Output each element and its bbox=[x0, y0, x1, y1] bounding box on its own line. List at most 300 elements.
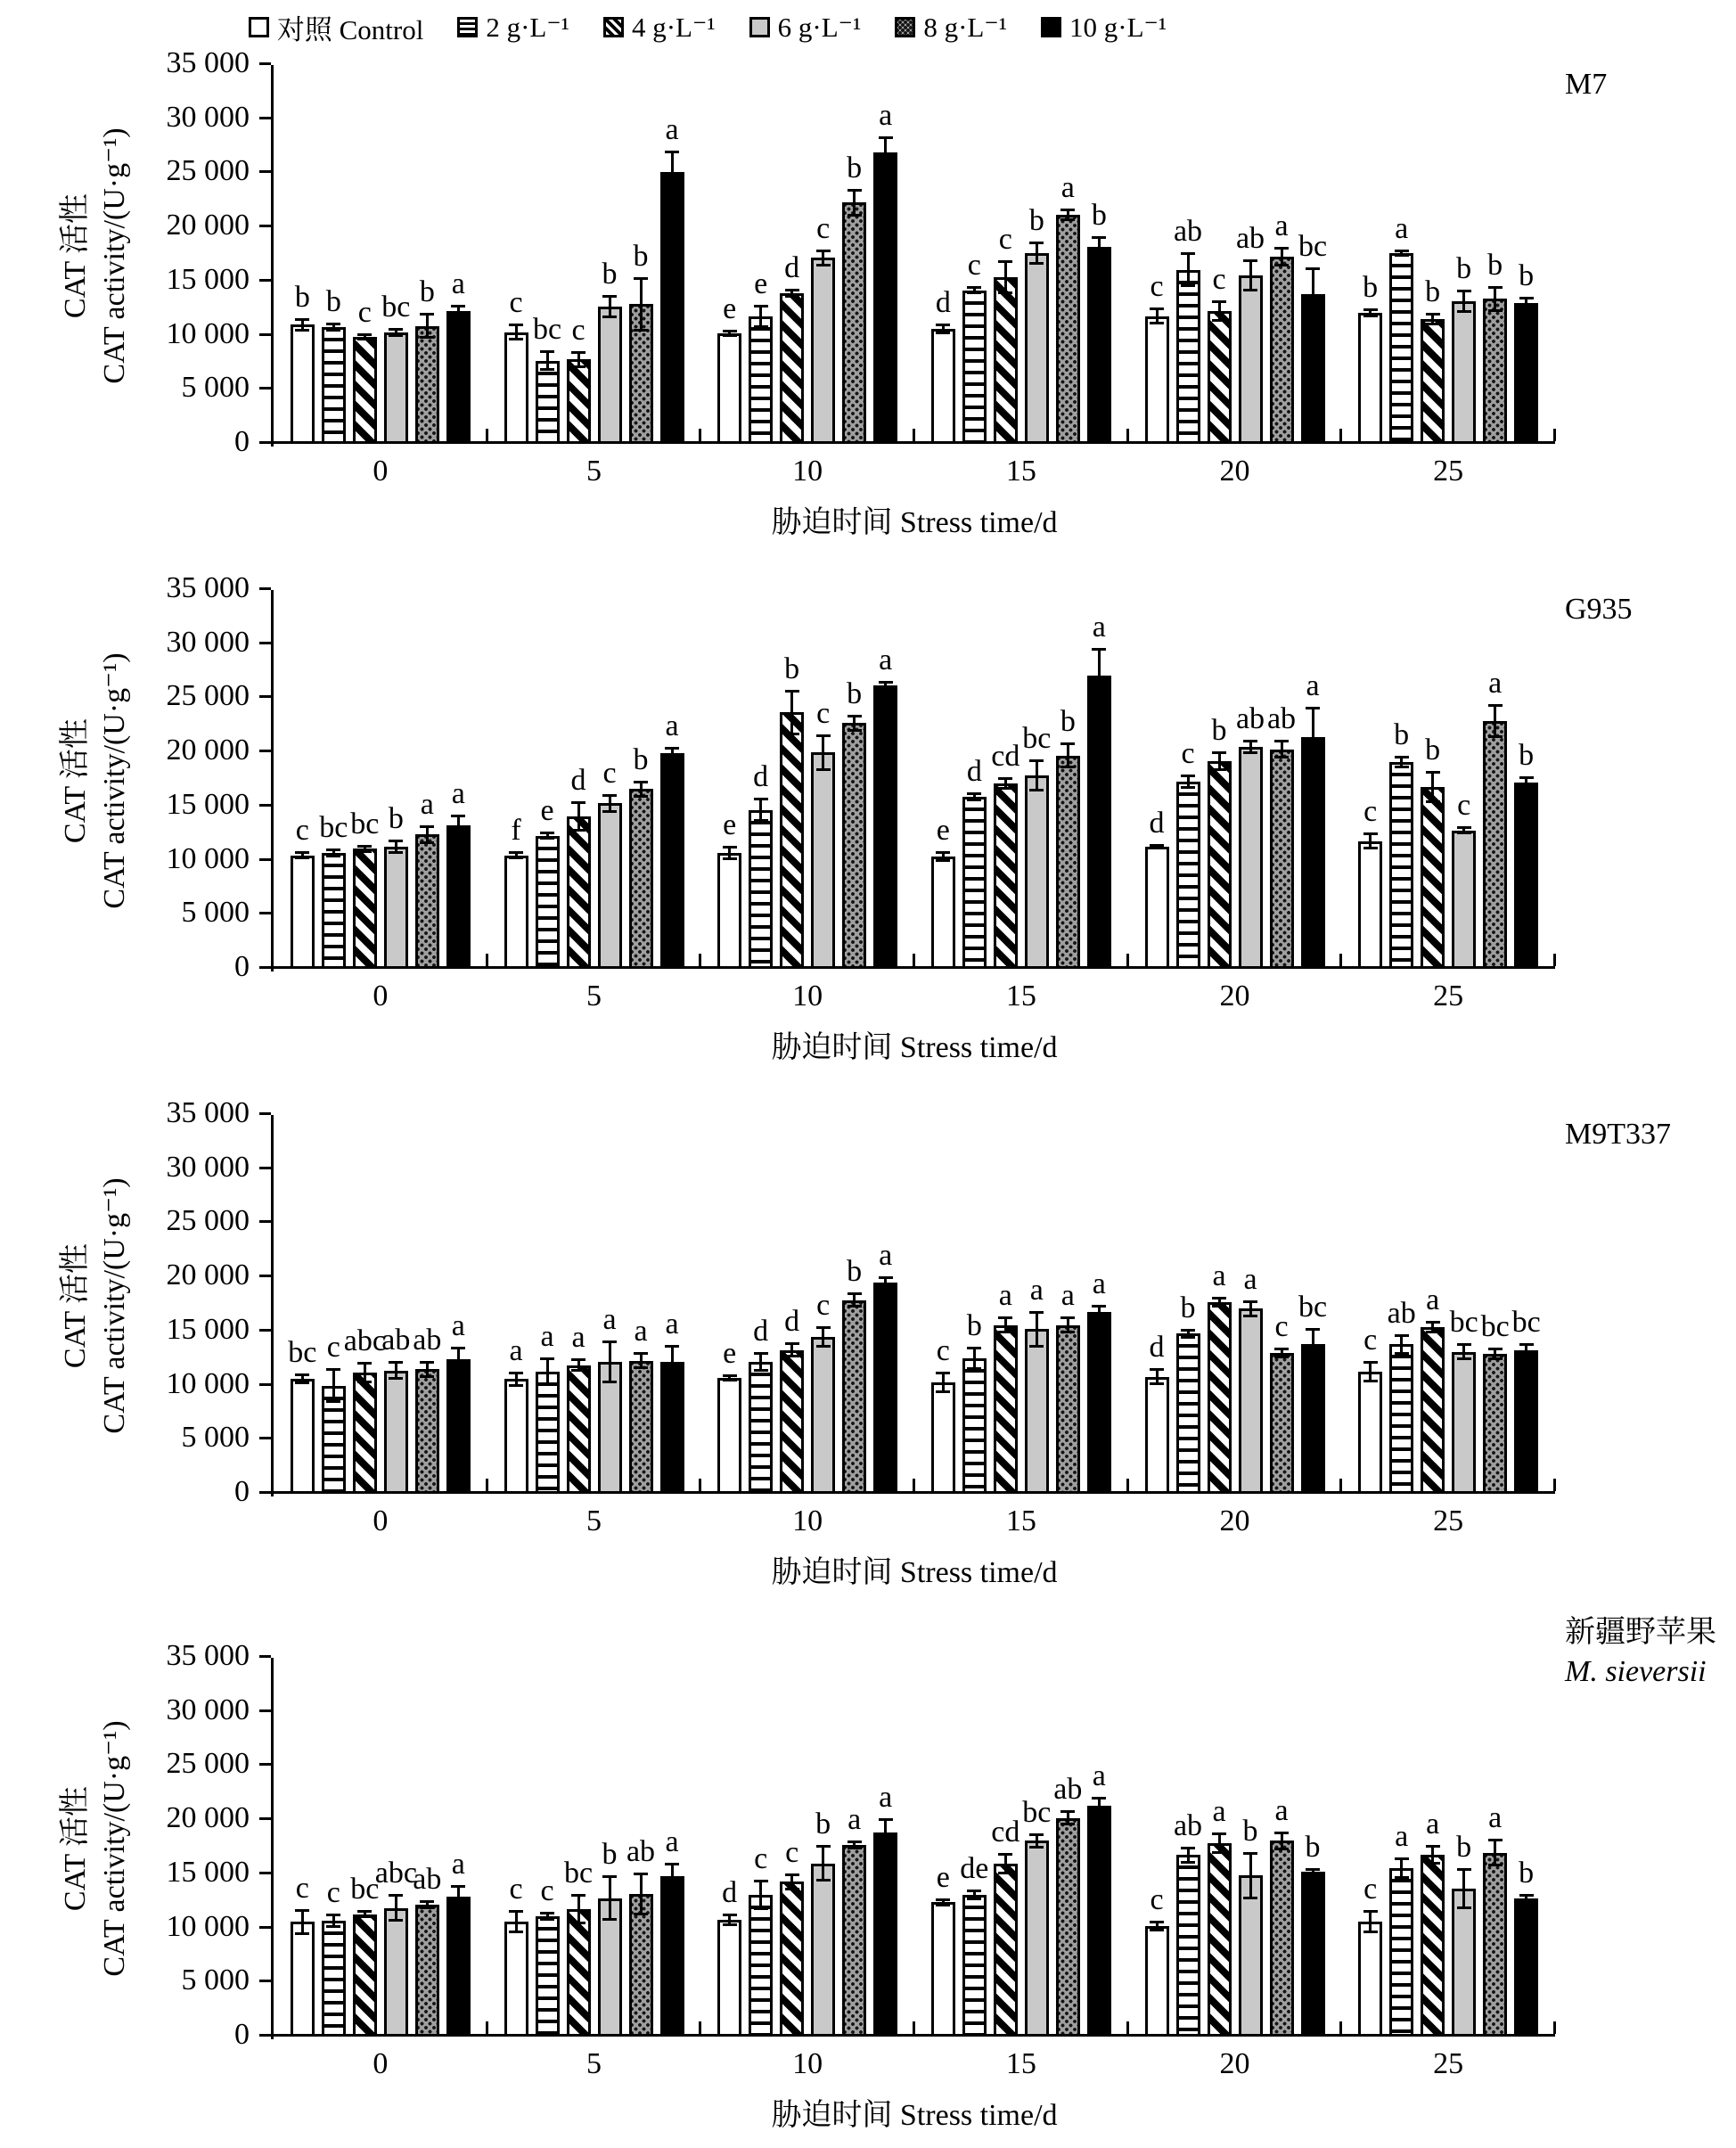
sig-letter: d bbox=[1149, 806, 1165, 840]
error-bar-cap-top bbox=[602, 1875, 617, 1878]
error-bar-cap-top bbox=[723, 330, 737, 332]
bar-4g-t0 bbox=[353, 1914, 377, 2037]
error-bar-cap-bottom bbox=[1274, 1356, 1289, 1358]
error-bar-line bbox=[332, 1369, 335, 1401]
error-bar-cap-bottom bbox=[1519, 786, 1534, 789]
error-bar-cap-top bbox=[1212, 1297, 1226, 1299]
sig-letter: c bbox=[326, 1331, 340, 1365]
bar-2g-t5 bbox=[536, 836, 560, 969]
y-tick bbox=[259, 1655, 271, 1658]
sig-letter: b bbox=[633, 240, 649, 274]
y-tick-label: 30 000 bbox=[166, 625, 250, 659]
bar-6g-t25 bbox=[1452, 1352, 1476, 1494]
x-tick-label: 10 bbox=[792, 980, 823, 1013]
sig-letter: bc bbox=[350, 807, 380, 840]
sig-letter: d bbox=[1149, 1331, 1165, 1365]
error-bar-cap-bottom bbox=[936, 859, 950, 862]
error-bar-cap-bottom bbox=[785, 1888, 799, 1890]
error-bar-cap-bottom bbox=[998, 291, 1012, 294]
error-bar-cap-bottom bbox=[879, 1286, 893, 1289]
error-bar-line bbox=[853, 190, 856, 216]
sig-letter: b bbox=[1211, 714, 1227, 748]
bar-6g-t15 bbox=[1025, 1841, 1049, 2037]
error-bar-cap-top bbox=[1306, 707, 1320, 709]
error-bar-cap-top bbox=[509, 1910, 523, 1913]
sig-letter: b bbox=[1456, 251, 1472, 285]
sig-letter: b bbox=[325, 285, 341, 319]
error-bar-cap-bottom bbox=[571, 1922, 585, 1924]
panel-label bbox=[1565, 65, 1607, 104]
y-tick-label: 0 bbox=[234, 1475, 250, 1508]
error-bar-line bbox=[1369, 1911, 1372, 1932]
error-bar-cap-bottom bbox=[723, 1923, 737, 1926]
error-bar-cap-bottom bbox=[1395, 1352, 1409, 1355]
error-bar-line bbox=[457, 816, 460, 835]
error-bar-cap-bottom bbox=[295, 329, 309, 332]
y-axis-title-en: CAT activity/(U·g⁻¹) bbox=[98, 127, 131, 384]
legend-swatch-control-icon bbox=[249, 17, 269, 37]
bar-10g-t15 bbox=[1087, 1806, 1111, 2037]
bar-2g-t10 bbox=[749, 1362, 773, 1494]
x-tick-label: 5 bbox=[585, 2047, 602, 2080]
error-bar-cap-top bbox=[665, 747, 679, 750]
error-bar-line bbox=[457, 1886, 460, 1907]
sig-letter: b bbox=[1180, 1291, 1196, 1325]
error-bar-cap-bottom bbox=[665, 191, 679, 193]
error-bar-line bbox=[822, 735, 824, 770]
error-bar-cap-top bbox=[967, 1890, 981, 1892]
error-bar-cap-top bbox=[1092, 236, 1106, 239]
error-bar-cap-bottom bbox=[1060, 766, 1075, 768]
bar-6g-t0 bbox=[384, 1908, 408, 2037]
error-bar-cap-top bbox=[754, 798, 768, 800]
bar-control-t5 bbox=[504, 332, 528, 444]
error-bar-line bbox=[1036, 760, 1038, 791]
bar-8g-t15 bbox=[1056, 1818, 1080, 2037]
error-bar-cap-bottom bbox=[1363, 1380, 1378, 1382]
sig-letter: a bbox=[848, 1802, 862, 1836]
error-bar-line bbox=[759, 306, 762, 327]
sig-letter: a bbox=[879, 643, 893, 676]
sig-letter: bc bbox=[532, 312, 562, 346]
bar-4g-t25 bbox=[1421, 1327, 1445, 1494]
error-bar-cap-top bbox=[634, 1352, 648, 1355]
error-bar-line bbox=[301, 1910, 304, 1934]
error-bar-line bbox=[1249, 260, 1252, 291]
error-bar-cap-bottom bbox=[295, 1932, 309, 1935]
error-bar-cap-bottom bbox=[936, 332, 950, 334]
error-bar-cap-bottom bbox=[540, 1918, 554, 1921]
error-bar-cap-bottom bbox=[723, 334, 737, 337]
sig-letter: a bbox=[879, 1239, 893, 1273]
error-bar-cap-bottom bbox=[326, 1400, 340, 1403]
bar-10g-t20 bbox=[1301, 737, 1325, 969]
error-bar-cap-top bbox=[785, 289, 799, 291]
bar-8g-t0 bbox=[415, 1905, 439, 2037]
bar-4g-t5 bbox=[567, 1365, 591, 1495]
panel-label-line: G935 bbox=[1565, 593, 1633, 626]
error-bar-line bbox=[546, 351, 549, 371]
error-bar-cap-top bbox=[389, 1361, 403, 1364]
sig-letter: a bbox=[665, 709, 679, 743]
sig-letter: a bbox=[1395, 212, 1409, 246]
y-tick bbox=[259, 1437, 271, 1439]
y-tick-label: 20 000 bbox=[166, 1258, 250, 1292]
bar-control-t15 bbox=[931, 1382, 955, 1494]
sig-letter: c bbox=[295, 1871, 309, 1905]
bar-control-t20 bbox=[1145, 316, 1169, 444]
error-bar-cap-top bbox=[665, 1863, 679, 1865]
sig-letter: ab bbox=[381, 1323, 411, 1357]
panel-label bbox=[1565, 1115, 1671, 1154]
sig-letter: b bbox=[294, 281, 310, 315]
error-bar-cap-top bbox=[540, 832, 554, 834]
error-bar-cap-bottom bbox=[389, 334, 403, 337]
bar-10g-t15 bbox=[1087, 1312, 1111, 1494]
x-tick bbox=[699, 429, 701, 441]
error-bar-cap-bottom bbox=[1029, 1345, 1044, 1348]
error-bar-cap-top bbox=[998, 1853, 1012, 1856]
sig-letter: c bbox=[295, 814, 309, 848]
error-bar-cap-top bbox=[326, 1914, 340, 1916]
error-bar-cap-bottom bbox=[754, 819, 768, 822]
bar-4g-t0 bbox=[353, 337, 377, 444]
error-bar-line bbox=[1036, 242, 1038, 264]
error-bar-cap-bottom bbox=[879, 1843, 893, 1846]
bar-8g-t15 bbox=[1056, 1325, 1080, 1494]
error-bar-cap-top bbox=[1457, 1343, 1471, 1346]
error-bar-cap-top bbox=[967, 1347, 981, 1349]
sig-letter: a bbox=[1029, 1274, 1044, 1307]
error-bar-cap-top bbox=[451, 815, 465, 817]
sig-letter: b bbox=[419, 275, 435, 309]
sig-letter: a bbox=[1060, 170, 1075, 204]
sig-letter: b bbox=[1363, 271, 1379, 305]
error-bar-cap-bottom bbox=[816, 1345, 831, 1348]
x-tick-label: 5 bbox=[585, 980, 602, 1013]
sig-letter: c bbox=[509, 1873, 523, 1906]
error-bar-cap-top bbox=[1457, 1868, 1471, 1871]
bar-2g-t5 bbox=[536, 1916, 560, 2037]
error-bar-cap-top bbox=[848, 1292, 862, 1295]
error-bar-cap-top bbox=[602, 295, 617, 298]
x-tick-label: 0 bbox=[373, 1504, 389, 1537]
legend-label: 8 g·L⁻¹ bbox=[923, 11, 1007, 43]
error-bar-cap-bottom bbox=[848, 214, 862, 217]
error-bar-cap-top bbox=[1395, 1857, 1409, 1860]
sig-letter: b bbox=[1394, 718, 1410, 751]
x-tick bbox=[1126, 429, 1129, 441]
y-tick-label: 10 000 bbox=[166, 1366, 250, 1400]
error-bar-line bbox=[395, 1895, 397, 1921]
legend-item-6g bbox=[749, 7, 862, 47]
bar-8g-t15 bbox=[1056, 756, 1080, 969]
error-bar-cap-bottom bbox=[420, 841, 434, 844]
sig-letter: a bbox=[665, 1307, 679, 1340]
y-tick-label: 15 000 bbox=[166, 1312, 250, 1346]
error-bar-cap-bottom bbox=[602, 316, 617, 318]
error-bar-cap-bottom bbox=[1150, 847, 1164, 849]
sig-letter: bc bbox=[1298, 230, 1328, 264]
y-tick-label: 15 000 bbox=[166, 787, 250, 821]
error-bar-line bbox=[1400, 1858, 1403, 1878]
legend-label: 对照 Control bbox=[276, 14, 424, 45]
y-tick-label: 35 000 bbox=[166, 1096, 250, 1129]
error-bar-line bbox=[973, 1348, 976, 1369]
bar-control-t15 bbox=[931, 329, 955, 444]
bar-8g-t20 bbox=[1270, 750, 1294, 970]
error-bar-cap-bottom bbox=[420, 1906, 434, 1909]
bar-10g-t5 bbox=[660, 1876, 684, 2037]
bar-10g-t5 bbox=[660, 753, 684, 969]
bar-2g-t15 bbox=[962, 291, 987, 444]
bar-10g-t15 bbox=[1087, 676, 1111, 969]
error-bar-cap-top bbox=[816, 1326, 831, 1329]
error-bar-cap-bottom bbox=[1363, 847, 1378, 849]
bar-4g-t25 bbox=[1421, 319, 1445, 444]
error-bar-line bbox=[1098, 237, 1101, 257]
bar-6g-t10 bbox=[811, 1337, 835, 1494]
sig-letter: bc bbox=[563, 1856, 594, 1890]
error-bar-cap-top bbox=[1488, 1348, 1503, 1350]
bar-4g-t20 bbox=[1208, 1843, 1232, 2037]
sig-letter: c bbox=[998, 222, 1012, 256]
error-bar-cap-top bbox=[634, 1873, 648, 1875]
error-bar-cap-top bbox=[295, 1909, 309, 1912]
sig-letter: d bbox=[784, 250, 800, 284]
bar-10g-t0 bbox=[446, 1359, 471, 1494]
error-bar-cap-bottom bbox=[326, 329, 340, 332]
sig-letter: e bbox=[754, 266, 768, 300]
sig-letter: d bbox=[753, 1315, 769, 1349]
sig-letter: b bbox=[1487, 248, 1503, 282]
bar-10g-t25 bbox=[1514, 783, 1538, 969]
y-tick-label: 30 000 bbox=[166, 1150, 250, 1184]
error-bar-cap-top bbox=[1029, 242, 1044, 244]
error-bar-cap-top bbox=[509, 1372, 523, 1374]
sig-letter: b bbox=[1456, 1830, 1472, 1864]
bar-control-t0 bbox=[291, 856, 315, 970]
error-bar-cap-top bbox=[420, 825, 434, 828]
error-bar-cap-top bbox=[1243, 259, 1257, 262]
error-bar-cap-bottom bbox=[1212, 1851, 1226, 1854]
sig-letter: f bbox=[511, 813, 521, 847]
bar-10g-t0 bbox=[446, 825, 471, 970]
x-tick-label: 20 bbox=[1219, 455, 1250, 488]
y-tick-label: 0 bbox=[234, 2018, 250, 2051]
error-bar-cap-bottom bbox=[634, 1366, 648, 1369]
sig-letter: ab bbox=[1235, 701, 1265, 735]
y-tick bbox=[259, 1763, 271, 1766]
x-tick bbox=[913, 429, 915, 441]
bar-4g-t10 bbox=[780, 712, 804, 969]
error-bar-cap-top bbox=[1150, 307, 1164, 310]
y-tick-label: 5 000 bbox=[181, 1421, 250, 1455]
bar-8g-t20 bbox=[1270, 1353, 1294, 1494]
bar-10g-t5 bbox=[660, 1362, 684, 1494]
sig-letter: a bbox=[1092, 1267, 1106, 1300]
error-bar-cap-bottom bbox=[723, 1379, 737, 1381]
error-bar-cap-bottom bbox=[1181, 1336, 1195, 1339]
error-bar-cap-bottom bbox=[1274, 756, 1289, 758]
error-bar-cap-bottom bbox=[1092, 701, 1106, 703]
error-bar-cap-bottom bbox=[1306, 1873, 1320, 1875]
y-tick-label: 5 000 bbox=[181, 371, 250, 405]
error-bar-line bbox=[1462, 291, 1465, 312]
sig-letter: ab bbox=[626, 1834, 656, 1868]
bar-8g-t10 bbox=[842, 1845, 866, 2037]
error-bar-cap-bottom bbox=[1274, 264, 1289, 266]
sig-letter: a bbox=[509, 1334, 523, 1367]
error-bar-cap-bottom bbox=[451, 314, 465, 316]
bar-4g-t0 bbox=[353, 1373, 377, 1494]
error-bar-cap-bottom bbox=[1457, 310, 1471, 313]
error-bar-cap-top bbox=[879, 1276, 893, 1279]
sig-letter: c bbox=[816, 211, 831, 245]
error-bar-cap-bottom bbox=[420, 1375, 434, 1378]
bar-control-t25 bbox=[1358, 841, 1382, 969]
sig-letter: a bbox=[1092, 610, 1106, 644]
x-tick bbox=[1339, 1479, 1342, 1491]
error-bar-cap-top bbox=[634, 781, 648, 783]
y-tick-label: 10 000 bbox=[166, 841, 250, 875]
sig-letter: d bbox=[722, 1875, 738, 1909]
error-bar-line bbox=[1462, 1869, 1465, 1908]
sig-letter: b bbox=[847, 676, 863, 710]
error-bar-line bbox=[1067, 743, 1069, 767]
error-bar-cap-top bbox=[879, 681, 893, 684]
sig-letter: bc bbox=[288, 1336, 317, 1370]
y-axis-line bbox=[271, 65, 274, 447]
error-bar-cap-bottom bbox=[754, 1369, 768, 1372]
error-bar-cap-bottom bbox=[1092, 1316, 1106, 1319]
y-tick bbox=[259, 387, 271, 389]
error-bar-cap-top bbox=[571, 801, 585, 804]
x-tick bbox=[1126, 1479, 1129, 1491]
sig-letter: c bbox=[326, 1875, 340, 1909]
y-tick bbox=[259, 1872, 271, 1874]
error-bar-cap-bottom bbox=[1150, 1382, 1164, 1385]
y-tick bbox=[259, 117, 271, 119]
sig-letter: cd bbox=[991, 1815, 1020, 1849]
sig-letter: abc bbox=[374, 1856, 417, 1890]
sig-letter: a bbox=[1212, 1794, 1226, 1828]
sig-letter: c bbox=[571, 313, 585, 347]
error-bar-cap-bottom bbox=[1029, 262, 1044, 265]
error-bar-cap-top bbox=[1181, 1329, 1195, 1332]
x-tick-label: 25 bbox=[1433, 455, 1464, 488]
y-tick bbox=[259, 1275, 271, 1277]
error-bar-line bbox=[884, 1819, 887, 1845]
bar-2g-t25 bbox=[1389, 762, 1413, 969]
sig-letter: c bbox=[785, 1835, 799, 1869]
error-bar-cap-top bbox=[389, 328, 403, 331]
sig-letter: a bbox=[879, 99, 893, 133]
error-bar-line bbox=[640, 278, 643, 330]
x-tick-label: 0 bbox=[373, 980, 389, 1013]
bar-control-t20 bbox=[1145, 847, 1169, 969]
error-bar-cap-top bbox=[1488, 1839, 1503, 1841]
y-tick-label: 25 000 bbox=[166, 679, 250, 713]
bar-2g-t10 bbox=[749, 1895, 773, 2037]
sig-letter: a bbox=[602, 1302, 617, 1336]
error-bar-cap-top bbox=[420, 313, 434, 316]
sig-letter: b bbox=[1425, 734, 1441, 767]
sig-letter: ab bbox=[1387, 1296, 1416, 1330]
x-axis-title: 胁迫时间 Stress time/d bbox=[771, 506, 1058, 539]
bar-control-t0 bbox=[291, 1379, 315, 1494]
error-bar-cap-top bbox=[1426, 313, 1440, 316]
error-bar-cap-bottom bbox=[967, 799, 981, 801]
error-bar-cap-top bbox=[998, 260, 1012, 263]
bar-4g-t15 bbox=[994, 783, 1018, 969]
sig-letter: b bbox=[815, 1808, 831, 1841]
y-tick bbox=[259, 279, 271, 282]
error-bar-cap-top bbox=[998, 777, 1012, 780]
error-bar-cap-top bbox=[1395, 1334, 1409, 1337]
bar-6g-t5 bbox=[598, 307, 622, 444]
error-bar-cap-bottom bbox=[389, 1919, 403, 1922]
error-bar-line bbox=[1312, 1329, 1314, 1359]
y-tick-label: 5 000 bbox=[181, 1964, 250, 1997]
error-bar-cap-top bbox=[1150, 1921, 1164, 1923]
error-bar-cap-bottom bbox=[1519, 307, 1534, 309]
error-bar-cap-bottom bbox=[1243, 751, 1257, 754]
bar-2g-t20 bbox=[1176, 782, 1200, 969]
sig-letter: c bbox=[1150, 1883, 1164, 1917]
y-tick bbox=[259, 750, 271, 752]
bar-4g-t0 bbox=[353, 849, 377, 969]
sig-letter: d bbox=[570, 764, 586, 797]
error-bar-cap-bottom bbox=[848, 1847, 862, 1849]
error-bar-cap-bottom bbox=[1426, 323, 1440, 325]
error-bar-cap-bottom bbox=[357, 850, 372, 853]
error-bar-line bbox=[1249, 1853, 1252, 1898]
error-bar-cap-bottom bbox=[665, 1376, 679, 1379]
bar-8g-t20 bbox=[1270, 1841, 1294, 2037]
sig-letter: c bbox=[1363, 1323, 1378, 1357]
error-bar-cap-bottom bbox=[1150, 1929, 1164, 1931]
error-bar-cap-bottom bbox=[1060, 1823, 1075, 1825]
sig-letter: b bbox=[602, 257, 618, 291]
legend-item-control bbox=[249, 7, 423, 47]
error-bar-cap-bottom bbox=[451, 1906, 465, 1909]
sig-letter: b bbox=[602, 1838, 618, 1872]
error-bar-cap-top bbox=[1306, 267, 1320, 270]
x-tick-label: 15 bbox=[1005, 455, 1036, 488]
error-bar-cap-bottom bbox=[1181, 786, 1195, 789]
error-bar-cap-top bbox=[295, 318, 309, 321]
error-bar-cap-bottom bbox=[1488, 735, 1503, 738]
x-tick-label: 20 bbox=[1219, 1504, 1250, 1537]
bar-control-t25 bbox=[1358, 313, 1382, 444]
error-bar-cap-bottom bbox=[295, 857, 309, 859]
bar-2g-t25 bbox=[1389, 1868, 1413, 2037]
sig-letter: cd bbox=[991, 740, 1020, 774]
error-bar-cap-top bbox=[357, 1362, 372, 1365]
error-bar-cap-bottom bbox=[1212, 319, 1226, 322]
error-bar-cap-bottom bbox=[389, 851, 403, 854]
error-bar-line bbox=[942, 1373, 945, 1392]
error-bar-cap-top bbox=[754, 1880, 768, 1882]
error-bar-cap-top bbox=[723, 846, 737, 849]
sig-letter: a bbox=[665, 1824, 679, 1858]
sig-letter: ab bbox=[413, 1863, 442, 1897]
bar-8g-t25 bbox=[1483, 1354, 1507, 1494]
y-axis-title-en: CAT activity/(U·g⁻¹) bbox=[98, 652, 131, 909]
error-bar-cap-bottom bbox=[509, 1384, 523, 1387]
bar-8g-t10 bbox=[842, 1300, 866, 1494]
